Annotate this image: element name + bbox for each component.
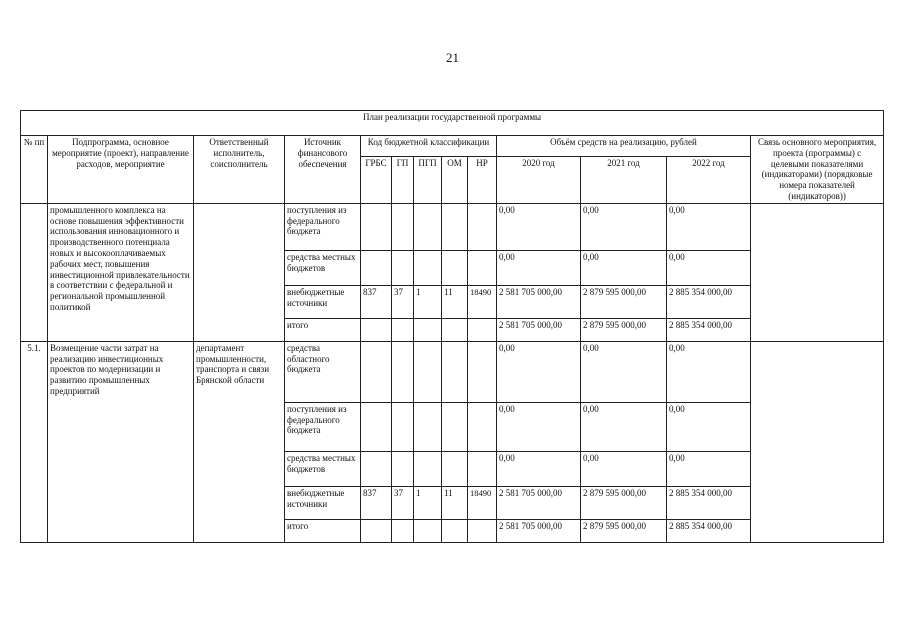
header-volume: Объём средств на реализацию, рублей <box>497 136 751 157</box>
nr-cell <box>468 402 497 451</box>
header-2022: 2022 год <box>667 156 751 203</box>
om-cell <box>442 402 468 451</box>
nr-cell <box>468 318 497 341</box>
pgp-cell <box>414 402 442 451</box>
om-cell: 11 <box>442 285 468 318</box>
value-2020-cell: 0,00 <box>497 451 581 486</box>
value-2021-cell: 0,00 <box>581 250 667 285</box>
link-cell <box>751 341 884 542</box>
pgp-cell <box>414 451 442 486</box>
nr-cell <box>468 519 497 542</box>
header-responsible: Ответственный исполнитель, соисполнитель <box>194 136 285 204</box>
source-cell: итого <box>285 318 361 341</box>
link-cell <box>751 203 884 341</box>
row-name-cell: промышленного комплекса на основе повышения эффективности использования инновационного и производственного потенциала новых и высокооплачиваемых рабочих мест, повышения инвестиционной привлекательности в соответствии с федеральной и региональной промышленной политикой <box>48 203 194 341</box>
source-cell: средства местных бюджетов <box>285 250 361 285</box>
header-om: ОМ <box>442 156 468 203</box>
header-2020: 2020 год <box>497 156 581 203</box>
pgp-cell: 1 <box>414 486 442 519</box>
header-num: № пп <box>21 136 48 204</box>
header-gp: ГП <box>392 156 414 203</box>
table-title-row <box>21 111 884 136</box>
grbs-cell <box>361 341 392 402</box>
gp-cell <box>392 451 414 486</box>
header-link: Связь основного мероприятия, проекта (программы) с целевыми показателями (индикаторами) (порядковые номера показателей (индикаторов)) <box>751 136 884 204</box>
value-2022-cell: 0,00 <box>667 402 751 451</box>
pgp-cell <box>414 519 442 542</box>
gp-cell <box>392 519 414 542</box>
grbs-cell <box>361 318 392 341</box>
header-2021: 2021 год <box>581 156 667 203</box>
nr-cell <box>468 250 497 285</box>
value-2020-cell: 0,00 <box>497 402 581 451</box>
pgp-cell <box>414 341 442 402</box>
nr-cell <box>468 341 497 402</box>
header-budget-code: Код бюджетной классификации <box>361 136 497 157</box>
header-subprogram: Подпрограмма, основное мероприятие (проект), направление расходов, мероприятие <box>48 136 194 204</box>
value-2022-cell: 2 885 354 000,00 <box>667 285 751 318</box>
header-nr: НР <box>468 156 497 203</box>
grbs-cell <box>361 451 392 486</box>
value-2022-cell: 2 885 354 000,00 <box>667 318 751 341</box>
grbs-cell <box>361 250 392 285</box>
source-cell: итого <box>285 519 361 542</box>
value-2021-cell: 0,00 <box>581 203 667 250</box>
grbs-cell: 837 <box>361 285 392 318</box>
gp-cell <box>392 402 414 451</box>
row-num-cell <box>21 203 48 341</box>
pgp-cell <box>414 250 442 285</box>
om-cell <box>442 341 468 402</box>
nr-cell: 18490 <box>468 285 497 318</box>
page-number: 21 <box>446 50 459 65</box>
header-grbs: ГРБС <box>361 156 392 203</box>
grbs-cell: 837 <box>361 486 392 519</box>
row-name-cell: Возмещение части затрат на реализацию инвестиционных проектов по модернизации и развитию промышленных предприятий <box>48 341 194 542</box>
source-cell: средства областного бюджета <box>285 341 361 402</box>
value-2021-cell: 2 879 595 000,00 <box>581 285 667 318</box>
row-responsible-cell: департамент промышленности, транспорта и связи Брянской области <box>194 341 285 542</box>
nr-cell: 18490 <box>468 486 497 519</box>
value-2020-cell: 2 581 705 000,00 <box>497 519 581 542</box>
nr-cell <box>468 451 497 486</box>
value-2022-cell: 2 885 354 000,00 <box>667 519 751 542</box>
gp-cell <box>392 250 414 285</box>
om-cell <box>442 318 468 341</box>
table-row <box>21 203 884 250</box>
value-2021-cell: 0,00 <box>581 402 667 451</box>
value-2020-cell: 0,00 <box>497 203 581 250</box>
program-plan-table <box>20 110 884 543</box>
table-row <box>21 341 884 402</box>
om-cell: 11 <box>442 486 468 519</box>
value-2022-cell: 0,00 <box>667 341 751 402</box>
value-2022-cell: 0,00 <box>667 203 751 250</box>
row-responsible-cell <box>194 203 285 341</box>
header-pgp: ПГП <box>414 156 442 203</box>
grbs-cell <box>361 519 392 542</box>
om-cell <box>442 250 468 285</box>
pgp-cell: 1 <box>414 285 442 318</box>
value-2022-cell: 2 885 354 000,00 <box>667 486 751 519</box>
row-num-cell: 5.1. <box>21 341 48 542</box>
grbs-cell <box>361 203 392 250</box>
header-row <box>21 136 884 157</box>
value-2021-cell: 0,00 <box>581 341 667 402</box>
source-cell: поступления из федерального бюджета <box>285 203 361 250</box>
om-cell <box>442 203 468 250</box>
om-cell <box>442 451 468 486</box>
header-source: Источник финансового обеспечения <box>285 136 361 204</box>
value-2020-cell: 2 581 705 000,00 <box>497 285 581 318</box>
pgp-cell <box>414 318 442 341</box>
gp-cell <box>392 341 414 402</box>
value-2021-cell: 2 879 595 000,00 <box>581 486 667 519</box>
gp-cell: 37 <box>392 285 414 318</box>
om-cell <box>442 519 468 542</box>
source-cell: средства местных бюджетов <box>285 451 361 486</box>
value-2020-cell: 0,00 <box>497 341 581 402</box>
value-2020-cell: 0,00 <box>497 250 581 285</box>
source-cell: внебюджетные источники <box>285 285 361 318</box>
gp-cell <box>392 318 414 341</box>
gp-cell <box>392 203 414 250</box>
value-2021-cell: 0,00 <box>581 451 667 486</box>
value-2021-cell: 2 879 595 000,00 <box>581 318 667 341</box>
value-2022-cell: 0,00 <box>667 451 751 486</box>
grbs-cell <box>361 402 392 451</box>
nr-cell <box>468 203 497 250</box>
value-2022-cell: 0,00 <box>667 250 751 285</box>
table-title: План реализации государственной программы <box>21 111 884 136</box>
source-cell: поступления из федерального бюджета <box>285 402 361 451</box>
source-cell: внебюджетные источники <box>285 486 361 519</box>
value-2020-cell: 2 581 705 000,00 <box>497 318 581 341</box>
value-2021-cell: 2 879 595 000,00 <box>581 519 667 542</box>
pgp-cell <box>414 203 442 250</box>
value-2020-cell: 2 581 705 000,00 <box>497 486 581 519</box>
gp-cell: 37 <box>392 486 414 519</box>
